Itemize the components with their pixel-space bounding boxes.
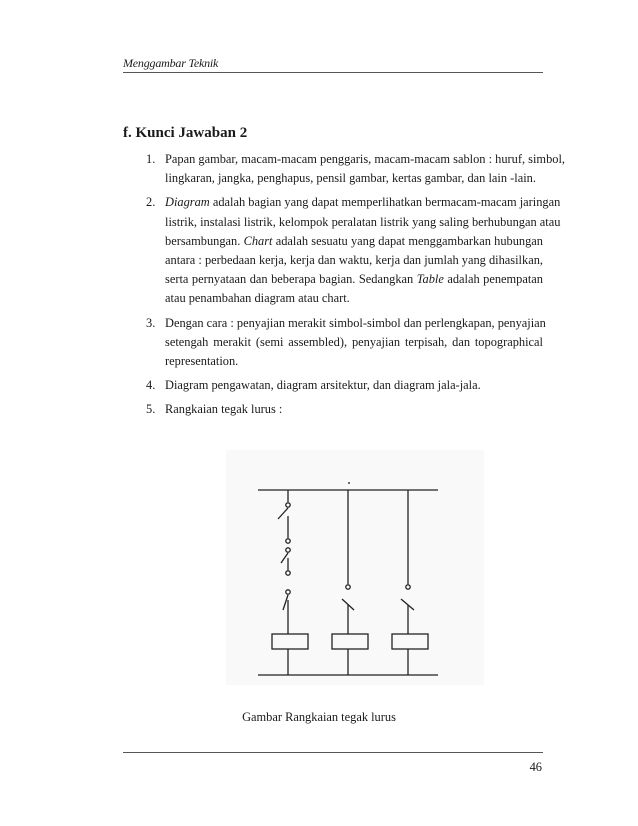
branch-2-terminal — [346, 585, 350, 589]
branch-3-terminal — [406, 585, 410, 589]
item-number: 3. — [146, 315, 156, 330]
answer-line: representation. — [165, 354, 239, 369]
section-title: f. Kunci Jawaban 2 — [123, 125, 248, 141]
circuit-figure — [226, 450, 484, 685]
answer-line: Papan gambar, macam-macam penggaris, macam-macam sablon : huruf, simbol, — [165, 152, 565, 166]
answer-line: Dengan cara : penyajian merakit simbol-simbol dan perlengkapan, penyajian — [165, 315, 546, 330]
item-number: 4. — [146, 378, 156, 393]
header-rule — [123, 72, 543, 73]
answer-line: serta pernyataan dan beberapa bagian. Sedangkan Table adalah penempatan — [165, 272, 544, 287]
page-number: 46 — [529, 760, 542, 774]
answer-line: Diagram adalah bagian yang dapat memperlihatkan bermacam-macam jaringan — [165, 195, 561, 210]
branch-1-terminal — [286, 548, 290, 552]
answer-item-4 — [146, 376, 543, 395]
term-chart: Chart — [243, 233, 273, 248]
running-head: Menggambar Teknik — [123, 56, 219, 70]
item-number: 5. — [146, 402, 156, 417]
branch-1-terminal — [286, 503, 290, 507]
answer-list — [146, 150, 565, 425]
answer-item-3 — [146, 314, 546, 372]
answer-line: setengah merakit (semi assembled), penyajian terpisah, dan topographical — [165, 334, 543, 349]
branch-1-terminal — [286, 590, 290, 594]
item-number: 2. — [146, 195, 156, 210]
term-table: Table — [416, 272, 444, 287]
footer-rule — [123, 752, 543, 753]
answer-line: bersambungan. Chart adalah sesuatu yang dapat menggambarkan hubungan — [165, 233, 543, 248]
answer-line: antara : perbedaan kerja, kerja dan waktu, kerja dan jumlah yang dihasilkan, — [165, 253, 543, 268]
answer-line: Rangkaian tegak lurus : — [165, 402, 283, 417]
branch-1-terminal — [286, 539, 290, 543]
answer-line: lingkaran, jangka, penghapus, pensil gambar, kertas gambar, dan lain -lain. — [165, 171, 536, 186]
answer-line: Diagram pengawatan, diagram arsitektur, dan diagram jala-jala. — [165, 378, 481, 393]
answer-line: listrik, instalasi listrik, kelompok peralatan listrik yang saling berhubungan atau — [165, 214, 561, 229]
item-number: 1. — [146, 152, 156, 166]
vertical-circuit-diagram — [226, 450, 484, 685]
answer-item-5 — [146, 400, 543, 419]
answer-item-2 — [146, 193, 561, 308]
answer-item-1 — [146, 150, 565, 188]
figure-background — [226, 450, 484, 685]
figure-caption: Gambar Rangkaian tegak lurus — [242, 710, 396, 724]
term-diagram: Diagram — [165, 195, 210, 210]
answer-line: atau penambahan diagram atau chart. — [165, 291, 350, 306]
branch-1-terminal — [286, 571, 290, 575]
